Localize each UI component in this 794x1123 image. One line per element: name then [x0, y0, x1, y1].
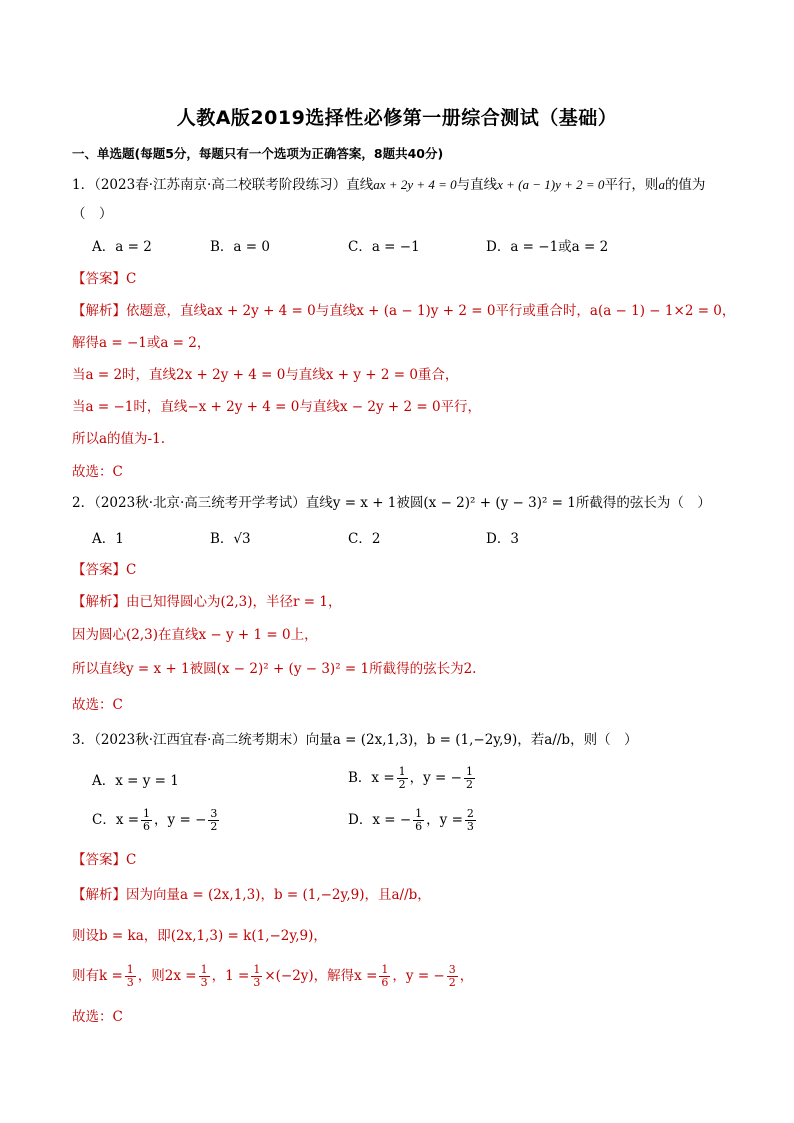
- q1-analysis-line-1: 【解析】依题意，直线ax + 2y + 4 = 0与直线x + (a − 1)y + 2 = 0平行或重合时，a(a − 1) − 1×2 = 0，: [72, 303, 736, 319]
- q2-analysis-line-1: 【解析】由已知得圆心为(2,3)，半径r = 1，: [72, 594, 342, 610]
- q2-answer: 【答案】C: [72, 562, 137, 578]
- q1-option-c: C．a = −1: [348, 239, 420, 255]
- q1-stem: 1．（2023春·江苏南京·高二校联考阶段练习）直线ax + 2y + 4 = 0与直线x + (a − 1)y + 2 = 0平行，则a的值为: [72, 177, 706, 193]
- q1-analysis-line-2: 解得a = −1或a = 2，: [72, 335, 211, 351]
- q2-analysis-label: 【解析】: [72, 594, 126, 610]
- q3-option-b: B．x = $\frac{1}{2}$ ，y = − $\frac{1}{2}$: [348, 765, 473, 791]
- q2-option-b: B．√3: [210, 531, 251, 547]
- q1-option-d: D．a = −1或a = 2: [486, 239, 609, 255]
- q3-analysis-line-1: 【解析】因为向量a = (2x,1,3)，b = (1,−2y,9)，且a//b，: [72, 887, 431, 903]
- q1-option-b: B．a = 0: [210, 239, 270, 255]
- q1-analysis-line-5: 所以a的值为-1.: [72, 431, 165, 447]
- q2-option-c: C．2: [348, 531, 381, 547]
- q2-option-a: A．1: [92, 531, 124, 547]
- q3-answer: 【答案】C: [72, 852, 137, 868]
- q2-stem: 2．（2023秋·北京·高三统考开学考试）直线y = x + 1被圆(x − 2)² + (y − 3)² = 1所截得的弦长为（ ）: [72, 495, 711, 511]
- q3-option-c: C．x = $\frac{1}{6}$ ，y = − $\frac{3}{2}$: [92, 807, 218, 833]
- page-title: 人教A版2019选择性必修第一册综合测试（基础）: [176, 107, 618, 129]
- q3-stem: 3．（2023秋·江西宜春·高二统考期末）向量a = (2x,1,3)，b = (1,−2y,9)，若a//b，则（ ）: [72, 732, 638, 748]
- q3-choice: 故选：C: [72, 1009, 123, 1025]
- q3-option-d: D．x = − $\frac{1}{6}$ ，y = $\frac{2}{3}$: [348, 807, 474, 833]
- q3-option-a: A．x = y = 1: [92, 773, 179, 789]
- q2-option-d: D．3: [486, 531, 519, 547]
- q3-analysis-line-3: 则有k = $\frac{1}{3}$ ，则2x = $\frac{1}{3}$ ，1 = $\frac{1}{3}$ ×(−2y)，解得x = $\frac{1}{6}$ ，y = − $\frac{3}{2}$ ，: [72, 963, 474, 989]
- q1-analysis-line-3: 当a = 2时，直线2x + 2y + 4 = 0与直线x + y + 2 = 0重合，: [72, 367, 459, 383]
- q1-choice: 故选：C: [72, 464, 123, 480]
- q2-analysis-line-2: 因为圆心(2,3)在直线x − y + 1 = 0上，: [72, 627, 318, 643]
- q1-analysis-label: 【解析】: [72, 303, 126, 319]
- q1-analysis-line-4: 当a = −1时，直线−x + 2y + 4 = 0与直线x − 2y + 2 = 0平行，: [72, 399, 482, 415]
- q1-answer: 【答案】C: [72, 271, 137, 287]
- q3-analysis-label: 【解析】: [72, 887, 126, 903]
- q3-analysis-line-2: 则设b = ka，即(2x,1,3) = k(1,−2y,9)，: [72, 928, 327, 944]
- section-heading: 一、单选题(每题5分，每题只有一个选项为正确答案，8题共40分): [72, 146, 444, 161]
- q1-paren: （ ）: [72, 206, 113, 222]
- q2-choice: 故选：C: [72, 697, 123, 713]
- q1-option-a: A．a = 2: [92, 239, 152, 255]
- q2-analysis-line-3: 所以直线y = x + 1被圆(x − 2)² + (y − 3)² = 1所截得的弦长为2.: [72, 661, 477, 677]
